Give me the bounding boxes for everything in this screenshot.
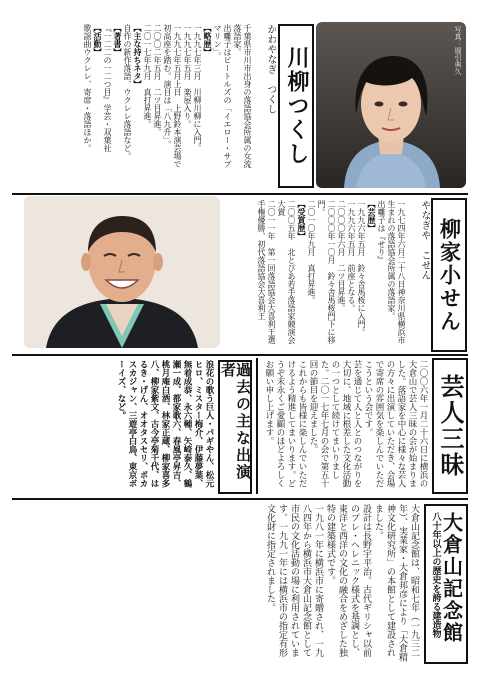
building-p2: 一九八一年に横浜市に寄贈され、一九八四年から横浜市大倉山記念館として市民の文化活動の場に利用されています。一九九一年には横浜市の指定有形文化財に指定されました。 [265, 504, 323, 657]
man-portrait-image [24, 196, 220, 348]
performers-title-box [218, 360, 252, 494]
performers-list: 浪花の歌う巨人・パギやん、松元ヒロ、ミスター梅介、伊藤夢葉、無着成恭、永六輔、矢崎泰久、鶴瀬一成、都家歌六、春風亭昇吉、桃月庵白酒、林家正蔵、柳家喜多八、柳家紫文、古今亭菊千代、はるき・げん、オオタスセリ、ポカスカジャン、三遊亭白鳥、東京ボーイズ、など。 [116, 360, 214, 488]
newsletter-page [10, 10, 470, 668]
building-subtitle: 八十年以上の歴史を誇る建造物 [430, 512, 441, 638]
photo-credit: 写真：堀引典久 [454, 26, 462, 75]
divider-1 [12, 193, 468, 195]
profile1-p12: 【活動】 [93, 24, 102, 56]
profile1-p11: 『一二二の一二つ目』学芸・双葉社 [103, 24, 112, 152]
profile1-p6: 二〇〇二年五月 二ツ目昇進。 [153, 24, 162, 136]
profile2-photo [24, 196, 220, 348]
profile1-p8: 【主な持ちネタ】 [133, 24, 142, 88]
profile2-title-box [431, 198, 467, 352]
profile2-title: 柳家小せん [437, 217, 462, 333]
woman-portrait-image [316, 22, 466, 188]
divider-vertical-1 [256, 358, 258, 494]
profile1-name [254, 24, 276, 174]
profile2-p2: 【芸歴】 [367, 200, 376, 232]
profile1-p3: 一九九七年三月 川柳川柳に入門。 [193, 24, 202, 152]
profile1-p10: 【著書】 [113, 24, 122, 56]
feature-p0: 二〇〇六年一月二十六日に横浜の大倉山で芸人三昧の会が始まりました。落語家を中心に様々な芸人の方々に出演していただき、会場で寄席の雰囲気を楽しんでいただこうという会です。 [363, 360, 428, 488]
building-title-box [424, 504, 468, 664]
feature-title: 芸人三昧 [436, 374, 464, 478]
feature-p1: 芸を通じて人と人とのつながりを大切に、地域に根差した文化活動の一つとして続けてまいりました。二〇一七年七月の会で第五十回の節目を迎えました。 [308, 360, 362, 488]
performers-body [14, 360, 214, 492]
profile1-p7: 二〇一七年九月 真打昇進。 [143, 24, 152, 128]
performers-title: 過去の主な出演者 [219, 362, 252, 481]
profile1-p5: 一九九七年五月上日 上野鈴本演芸場で初高座を踏む。演目は「八九升」。 [163, 24, 182, 168]
profile2-name-text: やなぎや こせん [419, 200, 430, 280]
profile1-p4: 一九九七年五月 楽屋入り。 [183, 24, 192, 128]
feature-title-box [432, 358, 468, 494]
profile2-p7: 二〇一〇年九月 真打昇進。 [307, 200, 316, 304]
profile1-p9: 自作の新作落語、ウクレレ落語など。 [123, 24, 132, 160]
profile1-body [14, 24, 252, 174]
profile1-title-box [278, 24, 314, 188]
profile1-p13: 歌謡曲ウクレレ、寄席・落語ほか。 [83, 24, 92, 152]
feature-body [260, 360, 428, 492]
profile2-name [408, 200, 430, 350]
profile1-p1: 出囃子はビートルズの「イエロー・サブマリン」。 [213, 24, 232, 168]
building-p0: 大倉山記念館は、昭和七年（一九三二年）、実業家・大倉邦彦により「大倉精神文化研究所」の本館として建設されました。 [373, 504, 419, 662]
profile2-body [226, 200, 406, 350]
profile2-p9: 二〇〇五年 北とぴあ若手落語家競演会大賞 [277, 200, 296, 344]
building-body [16, 504, 420, 664]
profile1-name-text: かわやなぎ つくし [265, 24, 276, 114]
profile1-title: 川柳つくし [284, 46, 309, 166]
profile2-p10: 二〇一一年 第一回落語協会大喜利王選手権優勝、初代落語協会大喜利王 [257, 200, 276, 344]
building-title: 大倉山記念館 [439, 512, 464, 644]
profile1-photo [316, 22, 466, 188]
profile1-p2: 【略歴】 [203, 24, 212, 56]
profile1-p0: 千葉県市川市出身の落語協会所属の女流落語家。 [233, 24, 252, 168]
divider-3 [12, 498, 468, 500]
profile2-p1: 出囃子は『せり』 [377, 200, 386, 264]
profile2-p6: 二〇〇〇年一〇月 鈴々舎馬桜門下に移門。 [317, 200, 336, 344]
profile2-p8: 【受賞歴】 [297, 200, 306, 240]
feature-p2: これからも皆様に楽しんでいただけるよう精進してまいります。どうぞ末永くご愛顧のほどよろしくお願い申し上げます。 [264, 360, 307, 488]
profile2-p0: 一九七四年六月二十八日神奈川県横浜市生まれの落語協会所属の落語家。 [387, 200, 406, 344]
profile2-p3: 一九九六年五月 鈴々舎馬桜に入門。 [357, 200, 366, 336]
building-p1: 設計は長野宇平治。古代ギリシャ以前のプレ・ヘレニック様式を基調とし、東洋と西洋の文化の融合をめざした独特の建築様式です。 [325, 504, 371, 657]
divider-2 [12, 354, 468, 356]
profile2-p4: 一九九六年五月 前座となる。 [347, 200, 356, 312]
profile2-p5: 二〇〇〇年六月 二ツ目昇進。 [337, 200, 346, 312]
